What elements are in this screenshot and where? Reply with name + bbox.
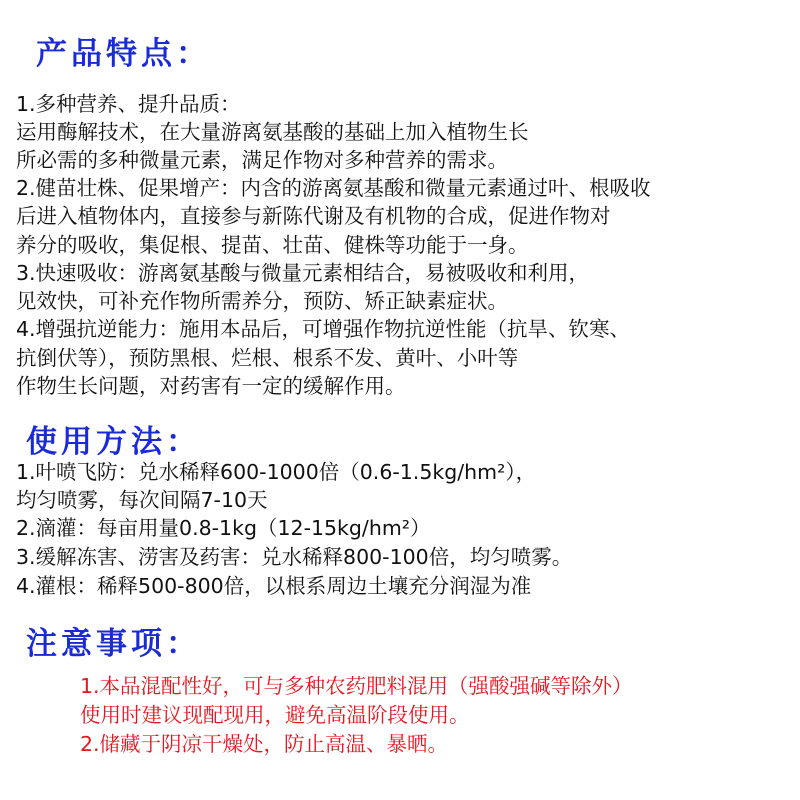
features-line-1: 1.多种营养、提升品质： bbox=[16, 92, 241, 116]
notes-line-2: 使用时建议现配现用，避免高温阶段使用。 bbox=[80, 703, 470, 727]
usage-line-4: 3.缓解冻害、涝害及药害：兑水稀释800-100倍，均匀喷雾。 bbox=[16, 545, 573, 569]
usage-heading: 使用方法： bbox=[26, 424, 201, 460]
notes-line-3: 2.储藏于阴凉干燥处，防止高温、暴晒。 bbox=[80, 732, 449, 756]
features-line-5: 后进入植物体内，直接参与新陈代谢及有机物的合成，促进作物对 bbox=[16, 204, 611, 228]
usage-line-5: 4.灌根：稀释500-800倍，以根系周边土壤充分润湿为准 bbox=[16, 574, 532, 598]
features-line-10: 抗倒伏等），预防黑根、烂根、根系不发、黄叶、小叶等 bbox=[16, 346, 519, 370]
notes-line-1: 1.本品混配性好，可与多种农药肥料混用（强酸强碱等除外） bbox=[80, 674, 633, 698]
features-line-11: 作物生长问题，对药害有一定的缓解作用。 bbox=[16, 374, 406, 398]
features-line-6: 养分的吸收，集促根、提苗、壮苗、健株等功能于一身。 bbox=[16, 233, 529, 257]
features-line-8: 见效快，可补充作物所需养分，预防、矫正缺素症状。 bbox=[16, 289, 508, 313]
usage-line-2: 均匀喷雾，每次间隔7-10天 bbox=[16, 488, 268, 512]
features-line-4: 2.健苗壮株、促果增产：内含的游离氨基酸和微量元素通过叶、根吸收 bbox=[16, 176, 651, 200]
features-line-2: 运用酶解技术，在大量游离氨基酸的基础上加入植物生长 bbox=[16, 120, 529, 144]
notes-heading: 注意事项： bbox=[26, 626, 201, 662]
features-heading: 产品特点： bbox=[36, 36, 211, 72]
usage-line-1: 1.叶喷飞防：兑水稀释600-1000倍（0.6-1.5kg/hm²）， bbox=[16, 460, 537, 484]
features-line-9: 4.增强抗逆能力：施用本品后，可增强作物抗逆性能（抗旱、钦寒、 bbox=[16, 317, 631, 341]
features-line-3: 所必需的多种微量元素，满足作物对多种营养的需求。 bbox=[16, 148, 508, 172]
usage-line-3: 2.滴灌：每亩用量0.8-1kg（12-15kg/hm²） bbox=[16, 516, 431, 540]
features-line-7: 3.快速吸收：游离氨基酸与微量元素相结合，易被吸收和利用， bbox=[16, 261, 590, 285]
